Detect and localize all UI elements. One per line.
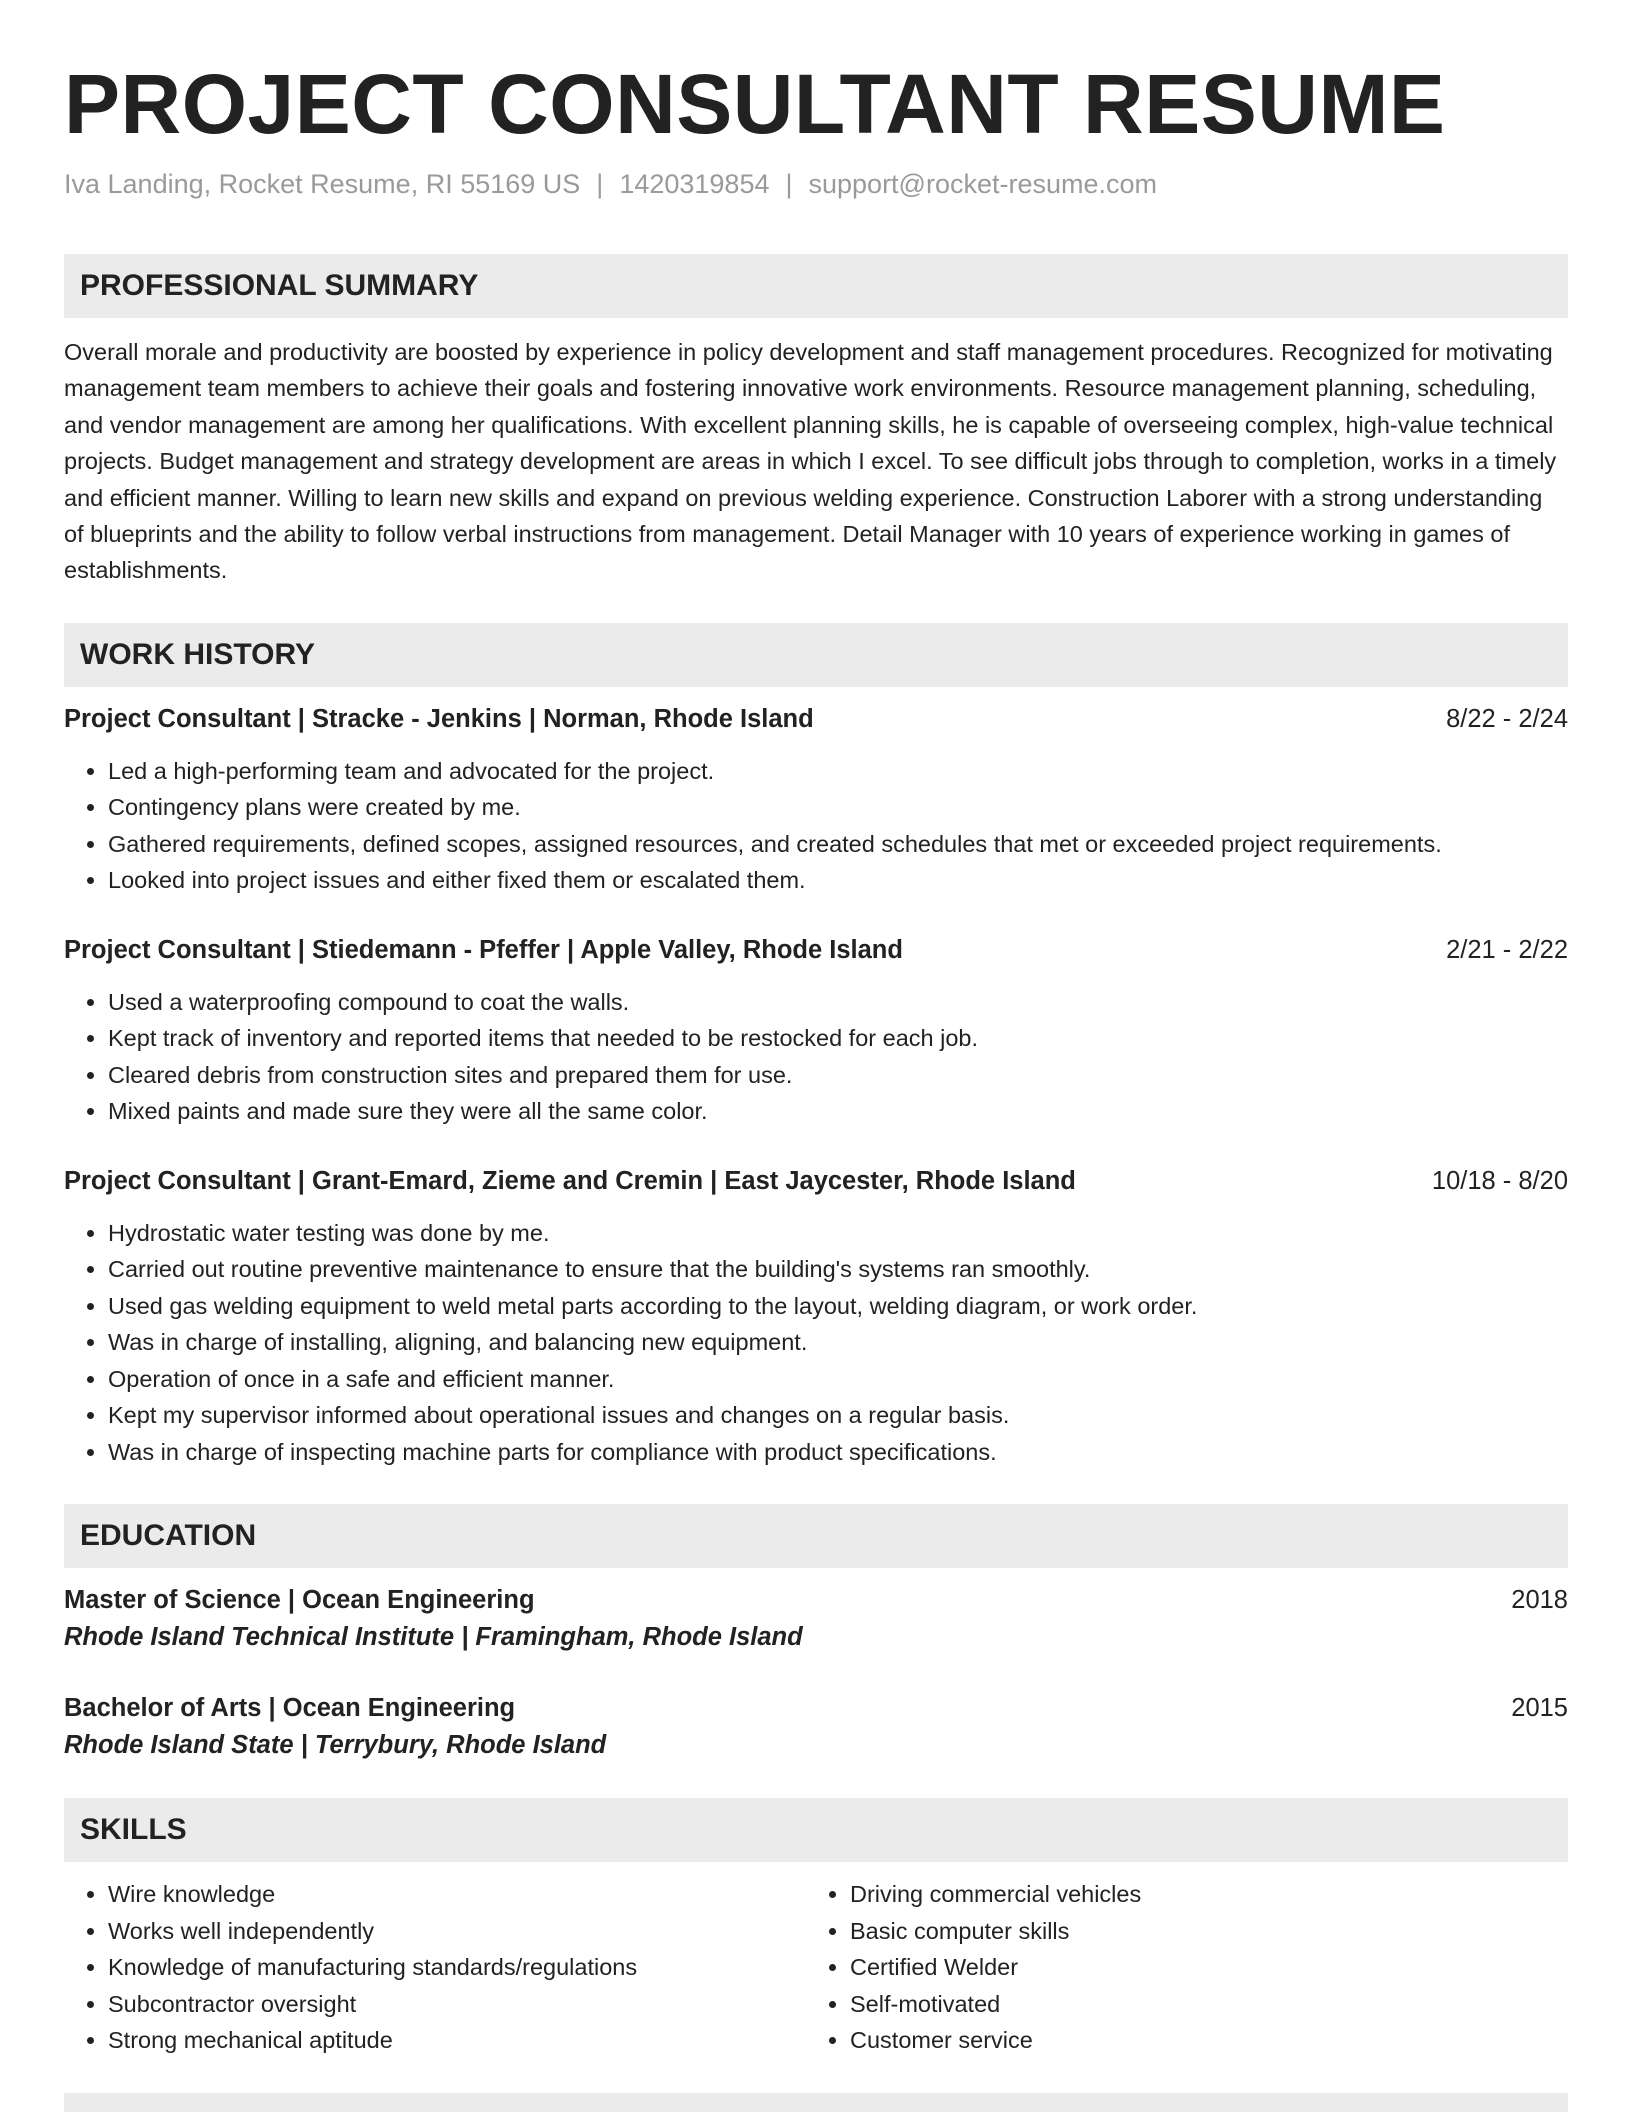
skill-item: • Subcontractor oversight: [108, 1986, 806, 2023]
job-bullet: • Led a high-performing team and advocated for the project.: [108, 753, 1568, 790]
job-bullet: • Operation of once in a safe and efficient manner.: [108, 1361, 1568, 1398]
job-bullet: • Was in charge of inspecting machine parts for compliance with product specifications.: [108, 1434, 1568, 1471]
skills-list-right: [806, 1876, 1548, 2059]
education-school: Rhode Island State | Terrybury, Rhode Island: [64, 1731, 607, 1760]
job-title: Project Consultant | Grant-Emard, Zieme and Cremin | East Jaycester, Rhode Island: [64, 1166, 1076, 1195]
job-header: [64, 1163, 1568, 1199]
job-bullets: [64, 984, 1568, 1130]
job-bullets: [64, 1215, 1568, 1471]
skills-heading: SKILLS: [64, 1798, 1568, 1862]
education-degree: Master of Science | Ocean Engineering: [64, 1586, 535, 1615]
education-header: [64, 1690, 1568, 1726]
contact-separator: |: [785, 169, 793, 199]
resume-title: PROJECT CONSULTANT RESUME: [64, 57, 1446, 151]
job-bullet: • Cleared debris from construction sites and prepared them for use.: [108, 1057, 1568, 1094]
job-title: Project Consultant | Stracke - Jenkins | Norman, Rhode Island: [64, 704, 814, 733]
skill-item: • Driving commercial vehicles: [850, 1876, 1548, 1913]
education-school: Rhode Island Technical Institute | Framingham, Rhode Island: [64, 1623, 803, 1652]
contact-separator: |: [596, 169, 604, 199]
job-bullet: • Hydrostatic water testing was done by me.: [108, 1215, 1568, 1252]
skill-item: • Knowledge of manufacturing standards/regulations: [108, 1949, 806, 1986]
job-entry: [64, 1163, 1568, 1471]
job-bullet: • Kept my supervisor informed about operational issues and changes on a regular basis.: [108, 1397, 1568, 1434]
job-bullet: • Was in charge of installing, aligning, and balancing new equipment.: [108, 1324, 1568, 1361]
job-bullet: • Used gas welding equipment to weld metal parts according to the layout, welding diagram, or work order.: [108, 1288, 1568, 1325]
job-bullet: • Contingency plans were created by me.: [108, 789, 1568, 826]
contact-line: [64, 166, 1568, 202]
job-header: [64, 701, 1568, 737]
job-title: Project Consultant | Stiedemann - Pfeffer | Apple Valley, Rhode Island: [64, 935, 903, 964]
education-heading: EDUCATION: [64, 1504, 1568, 1568]
education-year: 2018: [1511, 1586, 1568, 1615]
skill-item: • Basic computer skills: [850, 1913, 1548, 1950]
job-dates: 10/18 - 8/20: [1431, 1166, 1568, 1195]
skill-item: • Strong mechanical aptitude: [108, 2022, 806, 2059]
skill-item: • Wire knowledge: [108, 1876, 806, 1913]
education-header: [64, 1582, 1568, 1618]
work-history-heading: WORK HISTORY: [64, 623, 1568, 687]
skill-item: • Customer service: [850, 2022, 1548, 2059]
job-bullet: • Mixed paints and made sure they were all the same color.: [108, 1093, 1568, 1130]
skill-item: • Works well independently: [108, 1913, 806, 1950]
contact-phone: 1420319854: [619, 169, 770, 199]
education-entry: [64, 1690, 1568, 1764]
contact-email[interactable]: support@rocket-resume.com: [808, 169, 1158, 199]
job-bullets: [64, 753, 1568, 899]
skills-columns: [64, 1876, 1568, 2059]
job-bullet: • Kept track of inventory and reported items that needed to be restocked for each job.: [108, 1020, 1568, 1057]
education-entry: [64, 1582, 1568, 1656]
job-dates: 8/22 - 2/24: [1446, 704, 1568, 733]
job-header: [64, 932, 1568, 968]
next-section-bar: [64, 2093, 1568, 2112]
education-year: 2015: [1511, 1694, 1568, 1723]
job-entry: [64, 701, 1568, 899]
summary-heading: PROFESSIONAL SUMMARY: [64, 254, 1568, 318]
job-bullet: • Used a waterproofing compound to coat the walls.: [108, 984, 1568, 1021]
job-bullet: • Gathered requirements, defined scopes, assigned resources, and created schedules that met or exceeded project requirements.: [108, 826, 1568, 863]
job-entry: [64, 932, 1568, 1130]
job-bullet: • Looked into project issues and either fixed them or escalated them.: [108, 862, 1568, 899]
skill-item: • Self-motivated: [850, 1986, 1548, 2023]
education-degree: Bachelor of Arts | Ocean Engineering: [64, 1694, 516, 1723]
skills-list-left: [64, 1876, 806, 2059]
summary-text: Overall morale and productivity are boosted by experience in policy development and staff management procedures. Recognized for motivating management team members to achieve their goals and fostering innovative work environments. Resource management planning, scheduling, and vendor management are among her qualifications. With excellent planning skills, he is capable of overseeing complex, high-value technical projects. Budget management and strategy development are areas in which I excel. To see difficult jobs through to completion, works in a timely and efficient manner. Willing to learn new skills and expand on previous welding experience. Construction Laborer with a strong understanding of blueprints and the ability to follow verbal instructions from management. Detail Manager with 10 years of experience working in games of establishments.: [64, 339, 1557, 584]
job-bullet: • Carried out routine preventive maintenance to ensure that the building's systems ran smoothly.: [108, 1251, 1568, 1288]
skill-item: • Certified Welder: [850, 1949, 1548, 1986]
job-dates: 2/21 - 2/22: [1446, 935, 1568, 964]
contact-address: Iva Landing, Rocket Resume, RI 55169 US: [64, 169, 581, 199]
